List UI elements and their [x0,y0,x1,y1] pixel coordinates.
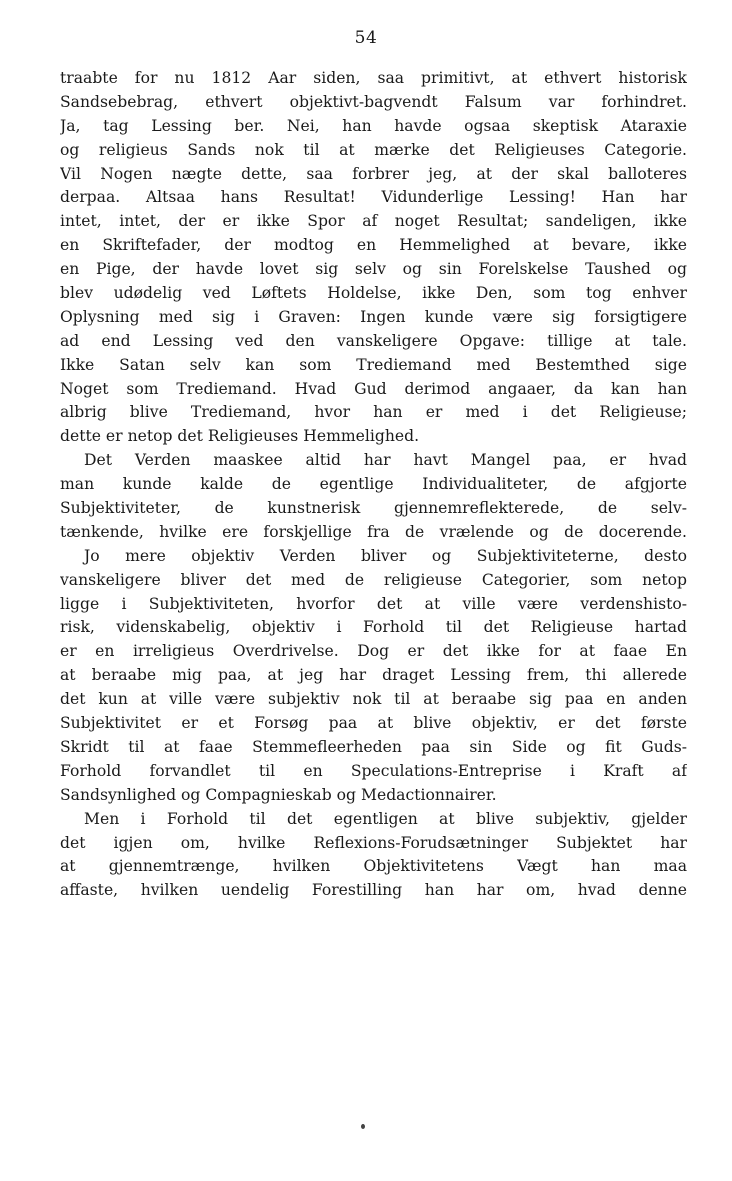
text-line: Ja, tag Lessing ber. Nei, han havde ogsaa skeptisk Ataraxie [60,116,687,135]
text-line: en Pige, der havde lovet sig selv og sin Forelskelse Taushed og [60,260,687,279]
text-line: at beraabe mig paa, at jeg har draget Lessing frem, thi allerede [60,666,687,685]
text-line: og religieus Sands nok til at mærke det Religieuses Categorie. [60,140,687,159]
text-line: traabte for nu 1812 Aar siden, saa primitivt, at ethvert historisk [60,69,687,87]
page-number: 54 [354,28,378,48]
body-text [60,67,687,903]
text-line: ligge i Subjektiviteten, hvorfor det at ville være verdenshisto- [60,594,687,613]
text-line: Subjektiviteter, de kunstnerisk gjennemreflekterede, de selv- [60,499,687,518]
text-line: ad end Lessing ved den vanskeligere Opgave: tillige at tale. [60,331,687,350]
text-line: Sandsebebrag, ethvert objektivt-bagvendt Falsum var forhindret. [60,92,687,111]
text-line: Ikke Satan selv kan som Trediemand med Bestemthed sige [60,355,687,374]
text-line: Skridt til at faae Stemmefleerheden paa sin Side og fit Guds- [60,737,687,756]
text-line: albrig blive Trediemand, hvor han er med i det Religieuse; [60,403,687,422]
text-line: det igjen om, hvilke Reflexions-Forudsætninger Subjektet har [60,833,687,852]
text-line: at gjennemtrænge, hvilken Objektivitetens Vægt han maa [60,857,687,876]
text-line: tænkende, hvilke ere forskjellige fra de vrælende og de docerende. [60,522,687,541]
text-line: man kunde kalde de egentlige Individualiteter, de afgjorte [60,475,687,494]
text-line: intet, intet, der er ikke Spor af noget Resultat; sandeligen, ikke [60,212,687,231]
text-line: Forhold forvandlet til en Speculations-Entreprise i Kraft af [60,761,687,780]
text-line: er en irreligieus Overdrivelse. Dog er det ikke for at faae En [60,642,687,661]
text-line: dette er netop det Religieuses Hemmelighed. [60,427,420,446]
text-line: Sandsynlighed og Compagnieskab og Medactionnairer. [60,785,497,804]
text-line: Noget som Trediemand. Hvad Gud derimod angaaer, da kan han [60,379,687,398]
text-line: en Skriftefader, der modtog en Hemmelighed at bevare, ikke [60,236,687,255]
text-line: Det Verden maaskee altid har havt Mangel paa, er hvad [84,451,687,470]
text-line: det kun at ville være subjektiv nok til at beraabe sig paa en anden [60,690,687,709]
text-line: Men i Forhold til det egentligen at blive subjektiv, gjelder [84,809,687,828]
text-line: Subjektivitet er et Forsøg paa at blive objektiv, er det første [60,714,687,733]
text-line: Jo mere objektiv Verden bliver og Subjektiviteterne, desto [84,546,687,565]
text-line: blev udødelig ved Løftets Holdelse, ikke Den, som tog enhver [60,284,687,303]
text-line: risk, videnskabelig, objektiv i Forhold til det Religieuse hartad [60,618,687,637]
text-line: Oplysning med sig i Graven: Ingen kunde være sig forsigtigere [60,307,687,326]
text-line: affaste, hvilken uendelig Forestilling han har om, hvad denne [60,881,687,900]
text-line: derpaa. Altsaa hans Resultat! Vidunderlige Lessing! Han har [60,188,687,207]
text-line: Vil Nogen nægte dette, saa forbrer jeg, at der skal balloteres [60,164,687,183]
text-line: vanskeligere bliver det med de religieuse Categorier, som netop [60,570,687,589]
print-mark [361,1124,365,1129]
